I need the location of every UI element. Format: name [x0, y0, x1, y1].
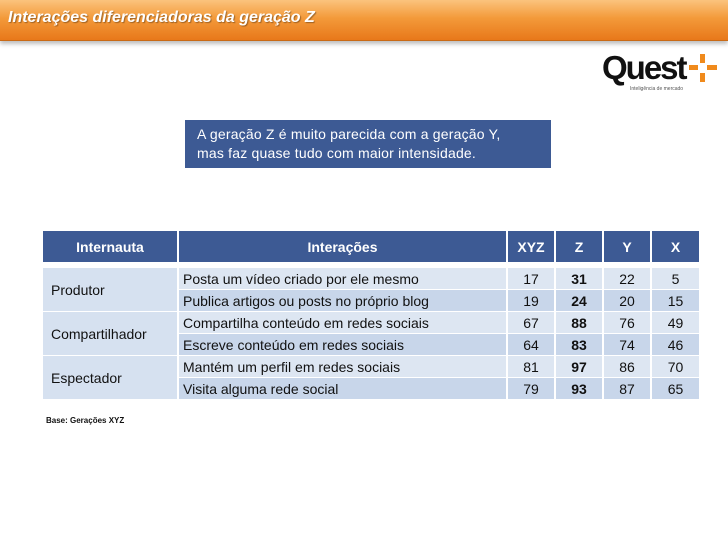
- value-z: 83: [555, 334, 603, 356]
- col-header-xyz: XYZ: [507, 231, 555, 262]
- value-z: 88: [555, 312, 603, 334]
- interactions-table: [43, 231, 699, 400]
- value-z: 93: [555, 378, 603, 400]
- value-xyz: 64: [507, 334, 555, 356]
- col-header-interacoes: Interações: [178, 231, 507, 262]
- value-z: 24: [555, 290, 603, 312]
- value-y: 87: [603, 378, 651, 400]
- value-x: 15: [651, 290, 699, 312]
- category-cell: Compartilhador: [43, 312, 178, 356]
- title-bar: [0, 0, 728, 41]
- value-x: 46: [651, 334, 699, 356]
- interaction-cell: Visita alguma rede social: [178, 378, 507, 400]
- callout-line-1: A geração Z é muito parecida com a geração Y,: [197, 126, 501, 142]
- value-y: 76: [603, 312, 651, 334]
- value-xyz: 79: [507, 378, 555, 400]
- interaction-cell: Posta um vídeo criado por ele mesmo: [178, 268, 507, 290]
- value-z: 97: [555, 356, 603, 378]
- callout-box: [185, 120, 551, 168]
- value-y: 86: [603, 356, 651, 378]
- value-x: 49: [651, 312, 699, 334]
- value-xyz: 67: [507, 312, 555, 334]
- category-cell: Espectador: [43, 356, 178, 400]
- value-y: 20: [603, 290, 651, 312]
- interaction-cell: Publica artigos ou posts no próprio blog: [178, 290, 507, 312]
- footnote: Base: Gerações XYZ: [46, 416, 125, 425]
- logo-wordmark: Quest: [602, 49, 686, 86]
- interaction-cell: Escreve conteúdo em redes sociais: [178, 334, 507, 356]
- table-row: [43, 268, 699, 290]
- interaction-cell: Mantém um perfil em redes sociais: [178, 356, 507, 378]
- page-title: Interações diferenciadoras da geração Z: [8, 9, 315, 26]
- value-x: 70: [651, 356, 699, 378]
- value-xyz: 19: [507, 290, 555, 312]
- col-header-y: Y: [603, 231, 651, 262]
- callout-line-2: mas faz quase tudo com maior intensidade.: [197, 145, 477, 161]
- quest-logo: [602, 50, 720, 98]
- interaction-cell: Compartilha conteúdo em redes sociais: [178, 312, 507, 334]
- col-header-internauta: Internauta: [43, 231, 178, 262]
- value-xyz: 81: [507, 356, 555, 378]
- logo-star-icon: [686, 50, 720, 86]
- col-header-z: Z: [555, 231, 603, 262]
- value-x: 65: [651, 378, 699, 400]
- table-header-row: [43, 231, 699, 262]
- col-header-x: X: [651, 231, 699, 262]
- value-z: 31: [555, 268, 603, 290]
- table-row: [43, 312, 699, 334]
- value-y: 22: [603, 268, 651, 290]
- value-y: 74: [603, 334, 651, 356]
- logo-tagline: Inteligência de mercado: [630, 86, 684, 92]
- table-row: [43, 356, 699, 378]
- value-xyz: 17: [507, 268, 555, 290]
- category-cell: Produtor: [43, 268, 178, 312]
- value-x: 5: [651, 268, 699, 290]
